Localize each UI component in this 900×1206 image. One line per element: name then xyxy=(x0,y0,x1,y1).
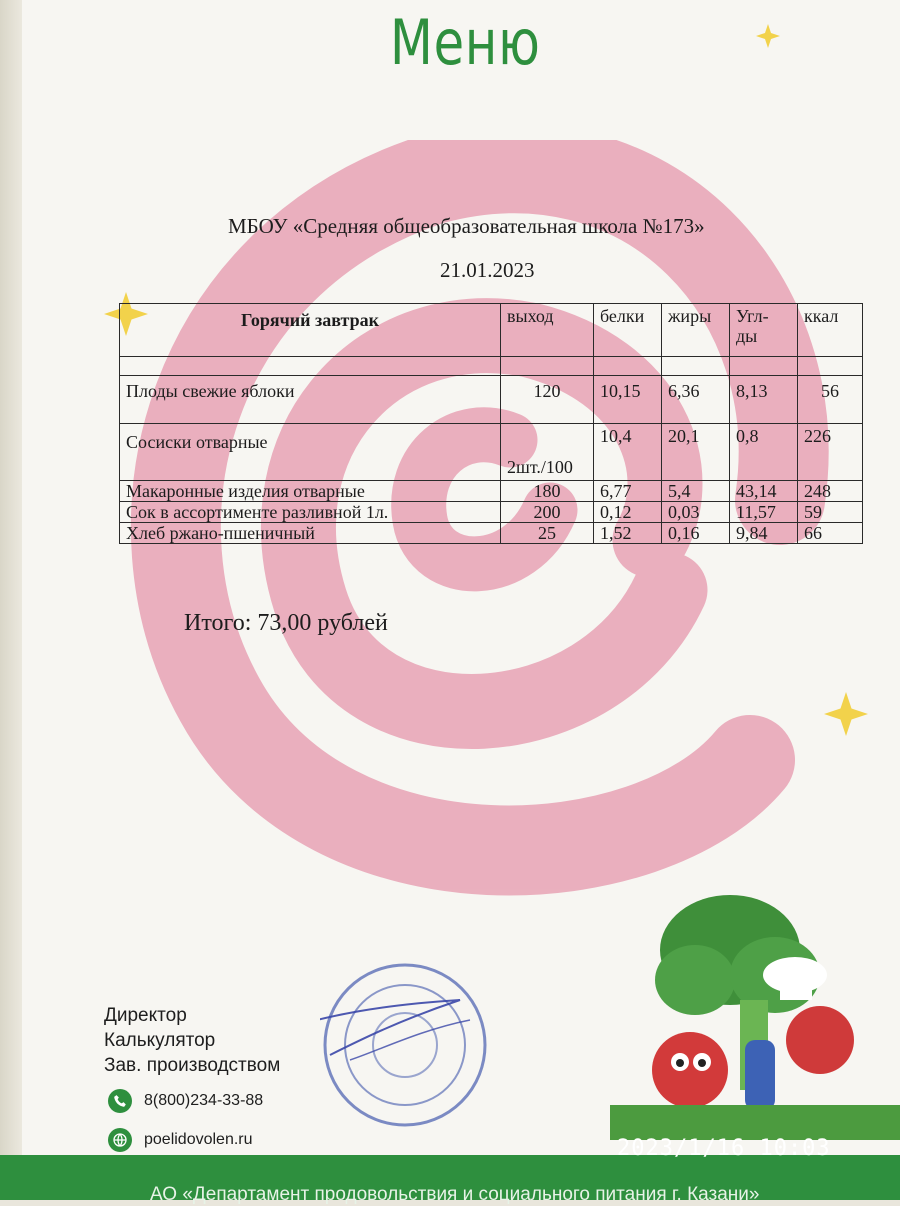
fat-cell: 6,36 xyxy=(662,376,730,424)
portion-cell: 120 xyxy=(501,376,594,424)
dish-name: Плоды свежие яблоки xyxy=(120,376,501,424)
dish-name: Хлеб ржано-пшеничный xyxy=(120,523,501,544)
carbs-cell: 0,8 xyxy=(730,424,798,481)
kcal-cell: 226 xyxy=(798,424,863,481)
protein-cell: 10,15 xyxy=(594,376,662,424)
school-name: МБОУ «Средняя общеобразовательная школа №173» xyxy=(228,214,705,238)
dish-name: Сок в ассортименте разливной 1л. xyxy=(120,502,501,523)
calculator-label: Калькулятор xyxy=(104,1030,216,1051)
menu-date: 21.01.2023 xyxy=(440,258,535,282)
photo-timestamp: 2023/1/16 10:03 xyxy=(617,1136,831,1161)
table-row xyxy=(120,502,863,523)
phone-number: 8(800)234-33-88 xyxy=(144,1092,264,1109)
kcal-cell: 248 xyxy=(798,481,863,502)
column-header: выход xyxy=(501,304,594,357)
carbs-cell: 11,57 xyxy=(730,502,798,523)
kcal-cell: 66 xyxy=(798,523,863,544)
column-header: жиры xyxy=(662,304,730,357)
production-manager-label: Зав. производством xyxy=(104,1055,281,1076)
kcal-cell: 56 xyxy=(798,376,863,424)
fat-cell: 20,1 xyxy=(662,424,730,481)
table-header-row xyxy=(120,304,863,357)
carbs-cell: 43,14 xyxy=(730,481,798,502)
signature-block xyxy=(104,1003,280,1078)
dish-name: Макаронные изделия отварные xyxy=(120,481,501,502)
star-decoration-icon xyxy=(824,692,868,736)
vegetable-mascots-illustration xyxy=(610,880,900,1140)
protein-cell: 1,52 xyxy=(594,523,662,544)
fat-cell: 0,03 xyxy=(662,502,730,523)
protein-cell: 6,77 xyxy=(594,481,662,502)
total-price: Итого: 73,00 рублей xyxy=(184,610,388,636)
fat-cell: 5,4 xyxy=(662,481,730,502)
dish-name: Сосиски отварные xyxy=(120,424,501,481)
table-row xyxy=(120,424,863,481)
fat-cell: 0,16 xyxy=(662,523,730,544)
protein-cell: 0,12 xyxy=(594,502,662,523)
phone-contact xyxy=(108,1089,263,1113)
protein-cell: 10,4 xyxy=(594,424,662,481)
kcal-cell: 59 xyxy=(798,502,863,523)
table-spacer-row xyxy=(120,357,863,376)
portion-cell: 2шт./100 xyxy=(501,424,594,481)
website-link[interactable]: poelidovolen.ru xyxy=(144,1131,253,1148)
official-seal xyxy=(320,960,490,1130)
page-title: Меню xyxy=(390,6,541,79)
menu-table xyxy=(119,303,863,544)
portion-cell: 180 xyxy=(501,481,594,502)
director-label: Директор xyxy=(104,1005,187,1026)
portion-cell: 25 xyxy=(501,523,594,544)
carbs-cell: 9,84 xyxy=(730,523,798,544)
table-row xyxy=(120,376,863,424)
star-decoration-icon xyxy=(756,24,780,48)
footer-organization: АО «Департамент продовольствия и социального питания г. Казани» xyxy=(150,1184,760,1205)
portion-cell: 200 xyxy=(501,502,594,523)
table-row xyxy=(120,481,863,502)
paper-edge xyxy=(0,0,22,1200)
table-row xyxy=(120,523,863,544)
column-header: Горячий завтрак xyxy=(120,304,501,357)
globe-icon xyxy=(108,1128,132,1152)
column-header: белки xyxy=(594,304,662,357)
website-contact xyxy=(108,1128,253,1152)
column-header: Угл- ды xyxy=(730,304,798,357)
carbs-cell: 8,13 xyxy=(730,376,798,424)
column-header: ккал xyxy=(798,304,863,357)
phone-icon xyxy=(108,1089,132,1113)
